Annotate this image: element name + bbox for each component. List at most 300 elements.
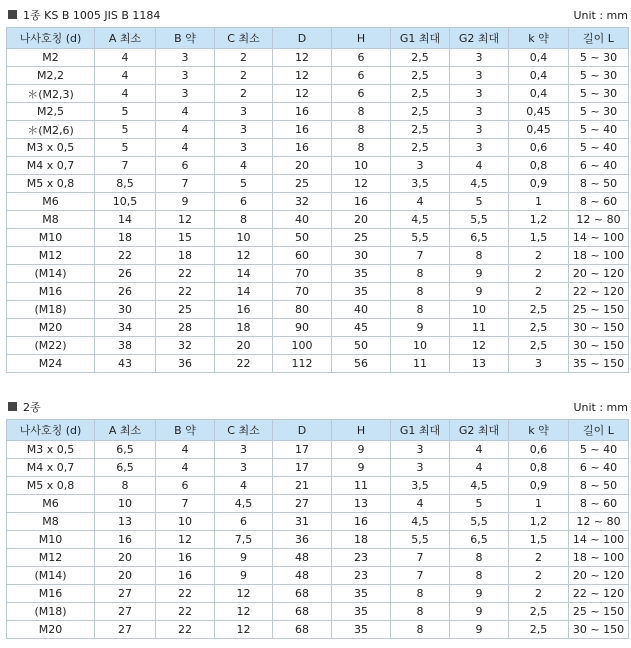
table-cell: 1,5 bbox=[509, 229, 569, 247]
table-cell: 6 bbox=[215, 513, 273, 531]
table-cell: 7,5 bbox=[215, 531, 273, 549]
table-cell: 8 ~ 60 bbox=[569, 193, 629, 211]
table-cell: (M14) bbox=[7, 567, 95, 585]
table-header-row bbox=[7, 420, 629, 441]
table-cell: 4 bbox=[95, 85, 156, 103]
table-cell: 12 bbox=[273, 49, 332, 67]
column-header: 나사호칭 (d) bbox=[7, 420, 95, 441]
table-cell: 5,5 bbox=[391, 229, 450, 247]
table-cell: 8 bbox=[332, 121, 391, 139]
table-cell: 4,5 bbox=[450, 175, 509, 193]
table-cell: M12 bbox=[7, 549, 95, 567]
table-cell: 4 bbox=[156, 103, 215, 121]
table-cell: 4,5 bbox=[391, 211, 450, 229]
table-cell: 2 bbox=[509, 567, 569, 585]
table-row bbox=[7, 495, 629, 513]
table-cell: 3 bbox=[156, 85, 215, 103]
table-row bbox=[7, 441, 629, 459]
table-cell: 22 bbox=[215, 355, 273, 373]
table-cell: 10 bbox=[332, 157, 391, 175]
table-cell: 6 ~ 40 bbox=[569, 459, 629, 477]
table-row bbox=[7, 319, 629, 337]
table-cell: 8 bbox=[391, 301, 450, 319]
table-cell: 35 bbox=[332, 585, 391, 603]
table-cell: 3 bbox=[156, 49, 215, 67]
table-cell: 25 ~ 150 bbox=[569, 603, 629, 621]
table-cell: 16 bbox=[215, 301, 273, 319]
table-cell: 9 bbox=[450, 621, 509, 639]
column-header: G1 최대 bbox=[391, 28, 450, 49]
table-cell: 16 bbox=[95, 531, 156, 549]
table-cell: 6,5 bbox=[450, 531, 509, 549]
table-cell: 8,5 bbox=[95, 175, 156, 193]
table-cell: 30 bbox=[95, 301, 156, 319]
table-cell: 31 bbox=[273, 513, 332, 531]
table-cell: 4 bbox=[156, 441, 215, 459]
table-cell: 3 bbox=[215, 459, 273, 477]
table-cell: 14 bbox=[95, 211, 156, 229]
table-cell: 16 bbox=[273, 103, 332, 121]
table-cell: M2,2 bbox=[7, 67, 95, 85]
table-cell: 80 bbox=[273, 301, 332, 319]
table-row bbox=[7, 549, 629, 567]
table-row bbox=[7, 49, 629, 67]
table-cell: 7 bbox=[391, 247, 450, 265]
table-cell: M3 x 0,5 bbox=[7, 441, 95, 459]
table-cell: 7 bbox=[391, 549, 450, 567]
table-cell: 4 bbox=[215, 477, 273, 495]
table-cell: 8 bbox=[391, 603, 450, 621]
table-cell: (M18) bbox=[7, 603, 95, 621]
table-cell: 8 bbox=[391, 283, 450, 301]
table-row bbox=[7, 67, 629, 85]
table-cell: 10 bbox=[215, 229, 273, 247]
table-cell: 112 bbox=[273, 355, 332, 373]
table-cell: 8 bbox=[450, 567, 509, 585]
table-row bbox=[7, 265, 629, 283]
table-cell: 2,5 bbox=[391, 121, 450, 139]
table-cell: 23 bbox=[332, 567, 391, 585]
table-row bbox=[7, 477, 629, 495]
table-cell: 5 ~ 30 bbox=[569, 85, 629, 103]
table-cell: 8 bbox=[332, 103, 391, 121]
table-cell: 2 bbox=[509, 549, 569, 567]
table-cell: 48 bbox=[273, 549, 332, 567]
table-cell: 5 bbox=[450, 193, 509, 211]
column-header: B 약 bbox=[156, 28, 215, 49]
table-cell: 9 bbox=[450, 265, 509, 283]
table-cell: 3 bbox=[156, 67, 215, 85]
table-cell: 22 ~ 120 bbox=[569, 283, 629, 301]
table-cell: M8 bbox=[7, 211, 95, 229]
table-row bbox=[7, 283, 629, 301]
table-cell: 12 bbox=[215, 603, 273, 621]
table-cell: 6 ~ 40 bbox=[569, 157, 629, 175]
table-cell: 9 bbox=[332, 459, 391, 477]
table-cell: 35 bbox=[332, 621, 391, 639]
table-cell: 4 bbox=[95, 49, 156, 67]
table-cell: 3 bbox=[391, 459, 450, 477]
table-cell: 32 bbox=[156, 337, 215, 355]
column-header: G2 최대 bbox=[450, 420, 509, 441]
column-header: B 약 bbox=[156, 420, 215, 441]
table-cell: ＊(M2,3) bbox=[7, 85, 95, 103]
table-cell: M5 x 0,8 bbox=[7, 477, 95, 495]
table-cell: 8 ~ 50 bbox=[569, 175, 629, 193]
table-cell: 7 bbox=[156, 175, 215, 193]
section-type1 bbox=[6, 8, 628, 373]
table-cell: 0,45 bbox=[509, 103, 569, 121]
table-cell: 0,8 bbox=[509, 157, 569, 175]
table-cell: 26 bbox=[95, 265, 156, 283]
table-cell: 16 bbox=[332, 193, 391, 211]
table-cell: 16 bbox=[273, 121, 332, 139]
table-row bbox=[7, 513, 629, 531]
table-row bbox=[7, 603, 629, 621]
table-cell: 20 bbox=[273, 157, 332, 175]
column-header: G1 최대 bbox=[391, 420, 450, 441]
table-cell: 12 bbox=[332, 175, 391, 193]
table-cell: 30 ~ 150 bbox=[569, 319, 629, 337]
table-cell: 1 bbox=[509, 495, 569, 513]
table-cell: 3 bbox=[450, 139, 509, 157]
table-cell: 4 bbox=[156, 139, 215, 157]
column-header: 길이 L bbox=[569, 420, 629, 441]
table-cell: 8 bbox=[215, 211, 273, 229]
table-cell: 7 bbox=[156, 495, 215, 513]
table-cell: 12 bbox=[156, 211, 215, 229]
table-cell: 20 bbox=[215, 337, 273, 355]
table-cell: 4 bbox=[450, 157, 509, 175]
table-row bbox=[7, 85, 629, 103]
table-cell: 3 bbox=[391, 157, 450, 175]
table-cell: 25 bbox=[156, 301, 215, 319]
table-cell: ＊(M2,6) bbox=[7, 121, 95, 139]
table-cell: 23 bbox=[332, 549, 391, 567]
table-cell: 11 bbox=[332, 477, 391, 495]
section-header bbox=[6, 8, 628, 24]
table-cell: 2,5 bbox=[391, 103, 450, 121]
table-cell: 4 bbox=[156, 121, 215, 139]
table-cell: 8 bbox=[332, 139, 391, 157]
table-cell: 16 bbox=[156, 567, 215, 585]
table-cell: 18 bbox=[95, 229, 156, 247]
table-cell: 35 bbox=[332, 283, 391, 301]
table-cell: 4,5 bbox=[391, 513, 450, 531]
table-cell: M10 bbox=[7, 229, 95, 247]
column-header: 나사호칭 (d) bbox=[7, 28, 95, 49]
table-cell: 20 bbox=[95, 567, 156, 585]
table-cell: 3 bbox=[450, 67, 509, 85]
table-cell: 2,5 bbox=[509, 621, 569, 639]
table-cell: 100 bbox=[273, 337, 332, 355]
table-cell: 6 bbox=[156, 477, 215, 495]
table-cell: 8 bbox=[450, 247, 509, 265]
table-cell: 2 bbox=[215, 67, 273, 85]
table-cell: 17 bbox=[273, 459, 332, 477]
table-cell: 3 bbox=[215, 441, 273, 459]
table-cell: 0,6 bbox=[509, 139, 569, 157]
column-header: D bbox=[273, 28, 332, 49]
table-row bbox=[7, 301, 629, 319]
table-cell: 4 bbox=[391, 495, 450, 513]
table-cell: 22 bbox=[156, 283, 215, 301]
table-cell: 6 bbox=[332, 49, 391, 67]
column-header: 길이 L bbox=[569, 28, 629, 49]
table-cell: 12 bbox=[215, 247, 273, 265]
table-cell: 4 bbox=[156, 459, 215, 477]
unit-label: Unit : mm bbox=[573, 9, 628, 22]
table-cell: (M14) bbox=[7, 265, 95, 283]
table-cell: M4 x 0,7 bbox=[7, 157, 95, 175]
table-cell: 22 bbox=[95, 247, 156, 265]
table-cell: 35 bbox=[332, 265, 391, 283]
table-row bbox=[7, 229, 629, 247]
table-cell: 3 bbox=[450, 85, 509, 103]
table-cell: 2,5 bbox=[509, 319, 569, 337]
table-cell: 90 bbox=[273, 319, 332, 337]
table-cell: 56 bbox=[332, 355, 391, 373]
table-cell: (M22) bbox=[7, 337, 95, 355]
table-cell: 5,5 bbox=[450, 211, 509, 229]
table-cell: 1,2 bbox=[509, 513, 569, 531]
table-cell: 2,5 bbox=[391, 139, 450, 157]
table-cell: 2 bbox=[509, 265, 569, 283]
table-cell: 25 bbox=[273, 175, 332, 193]
table-cell: 40 bbox=[273, 211, 332, 229]
table-cell: M2 bbox=[7, 49, 95, 67]
column-header: C 최소 bbox=[215, 28, 273, 49]
table-cell: 0,4 bbox=[509, 67, 569, 85]
table-cell: 40 bbox=[332, 301, 391, 319]
table-cell: 4,5 bbox=[450, 477, 509, 495]
table-cell: 3 bbox=[450, 121, 509, 139]
table-cell: 0,4 bbox=[509, 49, 569, 67]
table-cell: 4,5 bbox=[215, 495, 273, 513]
column-header: A 최소 bbox=[95, 28, 156, 49]
table-cell: 5 ~ 30 bbox=[569, 49, 629, 67]
table-cell: 5,5 bbox=[391, 531, 450, 549]
table-cell: 22 bbox=[156, 585, 215, 603]
table-cell: 17 bbox=[273, 441, 332, 459]
table-cell: 27 bbox=[273, 495, 332, 513]
table-cell: 30 ~ 150 bbox=[569, 621, 629, 639]
table-cell: 2,5 bbox=[509, 337, 569, 355]
table-cell: 3 bbox=[450, 103, 509, 121]
table-cell: 21 bbox=[273, 477, 332, 495]
square-bullet-icon bbox=[8, 402, 17, 411]
table-cell: M6 bbox=[7, 193, 95, 211]
table-cell: 14 bbox=[215, 283, 273, 301]
table-cell: 22 bbox=[156, 621, 215, 639]
table-cell: 27 bbox=[95, 621, 156, 639]
table-cell: 0,9 bbox=[509, 477, 569, 495]
column-header: D bbox=[273, 420, 332, 441]
table-cell: (M18) bbox=[7, 301, 95, 319]
table-cell: 20 bbox=[332, 211, 391, 229]
table-row bbox=[7, 103, 629, 121]
table-cell: 22 bbox=[156, 265, 215, 283]
table-cell: 10 bbox=[156, 513, 215, 531]
table-cell: 6 bbox=[332, 67, 391, 85]
table-cell: 30 ~ 150 bbox=[569, 337, 629, 355]
table-cell: 12 bbox=[156, 531, 215, 549]
table-cell: 16 bbox=[156, 549, 215, 567]
table-cell: 8 ~ 50 bbox=[569, 477, 629, 495]
table-cell: 2 bbox=[215, 49, 273, 67]
table-cell: M16 bbox=[7, 283, 95, 301]
table-cell: 18 ~ 100 bbox=[569, 549, 629, 567]
table-row bbox=[7, 211, 629, 229]
table-cell: 5 ~ 30 bbox=[569, 67, 629, 85]
table-cell: 48 bbox=[273, 567, 332, 585]
table-cell: 18 bbox=[156, 247, 215, 265]
table-cell: 8 bbox=[391, 585, 450, 603]
table-cell: 3,5 bbox=[391, 175, 450, 193]
table-cell: M20 bbox=[7, 319, 95, 337]
table-cell: 16 bbox=[273, 139, 332, 157]
table-cell: 15 bbox=[156, 229, 215, 247]
table-cell: 12 bbox=[450, 337, 509, 355]
table-cell: 13 bbox=[332, 495, 391, 513]
table-cell: 18 bbox=[215, 319, 273, 337]
table-cell: 3 bbox=[391, 441, 450, 459]
table-cell: 16 bbox=[332, 513, 391, 531]
table-cell: 10 bbox=[95, 495, 156, 513]
table-cell: 6,5 bbox=[450, 229, 509, 247]
section-title: 2종 bbox=[23, 401, 41, 414]
table-cell: 3 bbox=[509, 355, 569, 373]
table-cell: 50 bbox=[273, 229, 332, 247]
table-cell: 68 bbox=[273, 585, 332, 603]
section-type2 bbox=[6, 400, 628, 639]
table-cell: 9 bbox=[450, 603, 509, 621]
table-cell: 6 bbox=[215, 193, 273, 211]
table-cell: 22 bbox=[156, 603, 215, 621]
column-header: H bbox=[332, 420, 391, 441]
table-cell: 35 ~ 150 bbox=[569, 355, 629, 373]
table-cell: 9 bbox=[215, 549, 273, 567]
table-cell: 12 bbox=[215, 621, 273, 639]
table-cell: M16 bbox=[7, 585, 95, 603]
table-cell: M24 bbox=[7, 355, 95, 373]
table-cell: 4 bbox=[95, 67, 156, 85]
table-cell: 28 bbox=[156, 319, 215, 337]
table-cell: 8 bbox=[450, 549, 509, 567]
table-cell: 38 bbox=[95, 337, 156, 355]
table-cell: 68 bbox=[273, 621, 332, 639]
table-cell: 0,6 bbox=[509, 441, 569, 459]
table-row bbox=[7, 355, 629, 373]
table-row bbox=[7, 531, 629, 549]
table-cell: 4 bbox=[450, 441, 509, 459]
table-cell: 7 bbox=[95, 157, 156, 175]
table-cell: 3,5 bbox=[391, 477, 450, 495]
table-row bbox=[7, 567, 629, 585]
table-cell: 18 bbox=[332, 531, 391, 549]
table-cell: 0,8 bbox=[509, 459, 569, 477]
table-cell: 11 bbox=[450, 319, 509, 337]
table-cell: 27 bbox=[95, 603, 156, 621]
table-cell: 5 ~ 40 bbox=[569, 139, 629, 157]
table-cell: 0,9 bbox=[509, 175, 569, 193]
table-row bbox=[7, 139, 629, 157]
table-cell: 2,5 bbox=[391, 85, 450, 103]
table-cell: 60 bbox=[273, 247, 332, 265]
table-row bbox=[7, 585, 629, 603]
table-cell: 6 bbox=[332, 85, 391, 103]
table-cell: 8 bbox=[95, 477, 156, 495]
table-cell: M12 bbox=[7, 247, 95, 265]
table-cell: 4 bbox=[215, 157, 273, 175]
table-cell: 12 ~ 80 bbox=[569, 513, 629, 531]
table-cell: 20 ~ 120 bbox=[569, 567, 629, 585]
table-cell: 6,5 bbox=[95, 459, 156, 477]
table-cell: M5 x 0,8 bbox=[7, 175, 95, 193]
table-row bbox=[7, 337, 629, 355]
table-cell: 12 bbox=[215, 585, 273, 603]
table-row bbox=[7, 621, 629, 639]
table-cell: 18 ~ 100 bbox=[569, 247, 629, 265]
table-cell: 2,5 bbox=[391, 67, 450, 85]
table-row bbox=[7, 175, 629, 193]
table-cell: 25 ~ 150 bbox=[569, 301, 629, 319]
table-cell: 4 bbox=[450, 459, 509, 477]
table-cell: 4 bbox=[391, 193, 450, 211]
table-cell: 8 bbox=[391, 265, 450, 283]
table-cell: 32 bbox=[273, 193, 332, 211]
table-cell: 20 ~ 120 bbox=[569, 265, 629, 283]
table-cell: 13 bbox=[95, 513, 156, 531]
table-cell: 45 bbox=[332, 319, 391, 337]
table-cell: 3 bbox=[450, 49, 509, 67]
table-cell: M10 bbox=[7, 531, 95, 549]
table-cell: 5 ~ 30 bbox=[569, 103, 629, 121]
table-cell: 2 bbox=[509, 585, 569, 603]
table-cell: 14 bbox=[215, 265, 273, 283]
table-row bbox=[7, 459, 629, 477]
table-cell: 43 bbox=[95, 355, 156, 373]
table-cell: 5 bbox=[95, 103, 156, 121]
table-cell: 12 bbox=[273, 67, 332, 85]
table-cell: 20 bbox=[95, 549, 156, 567]
table-cell: 5 ~ 40 bbox=[569, 121, 629, 139]
table-cell: 9 bbox=[332, 441, 391, 459]
table-cell: 10,5 bbox=[95, 193, 156, 211]
table-cell: 2,5 bbox=[391, 49, 450, 67]
table-cell: 2 bbox=[509, 283, 569, 301]
table-header-row bbox=[7, 28, 629, 49]
table-cell: 2 bbox=[215, 85, 273, 103]
table-cell: 2 bbox=[509, 247, 569, 265]
table-cell: 13 bbox=[450, 355, 509, 373]
table-cell: 5 bbox=[215, 175, 273, 193]
table-cell: 6 bbox=[156, 157, 215, 175]
table-cell: 30 bbox=[332, 247, 391, 265]
table-cell: 50 bbox=[332, 337, 391, 355]
table-cell: 70 bbox=[273, 265, 332, 283]
table-cell: 3 bbox=[215, 103, 273, 121]
table-cell: 10 bbox=[450, 301, 509, 319]
table-cell: 7 bbox=[391, 567, 450, 585]
table-cell: 36 bbox=[273, 531, 332, 549]
table-cell: 5 bbox=[450, 495, 509, 513]
column-header: k 약 bbox=[509, 420, 569, 441]
column-header: A 최소 bbox=[95, 420, 156, 441]
square-bullet-icon bbox=[8, 10, 17, 19]
table-cell: 2,5 bbox=[509, 603, 569, 621]
table-cell: 11 bbox=[391, 355, 450, 373]
